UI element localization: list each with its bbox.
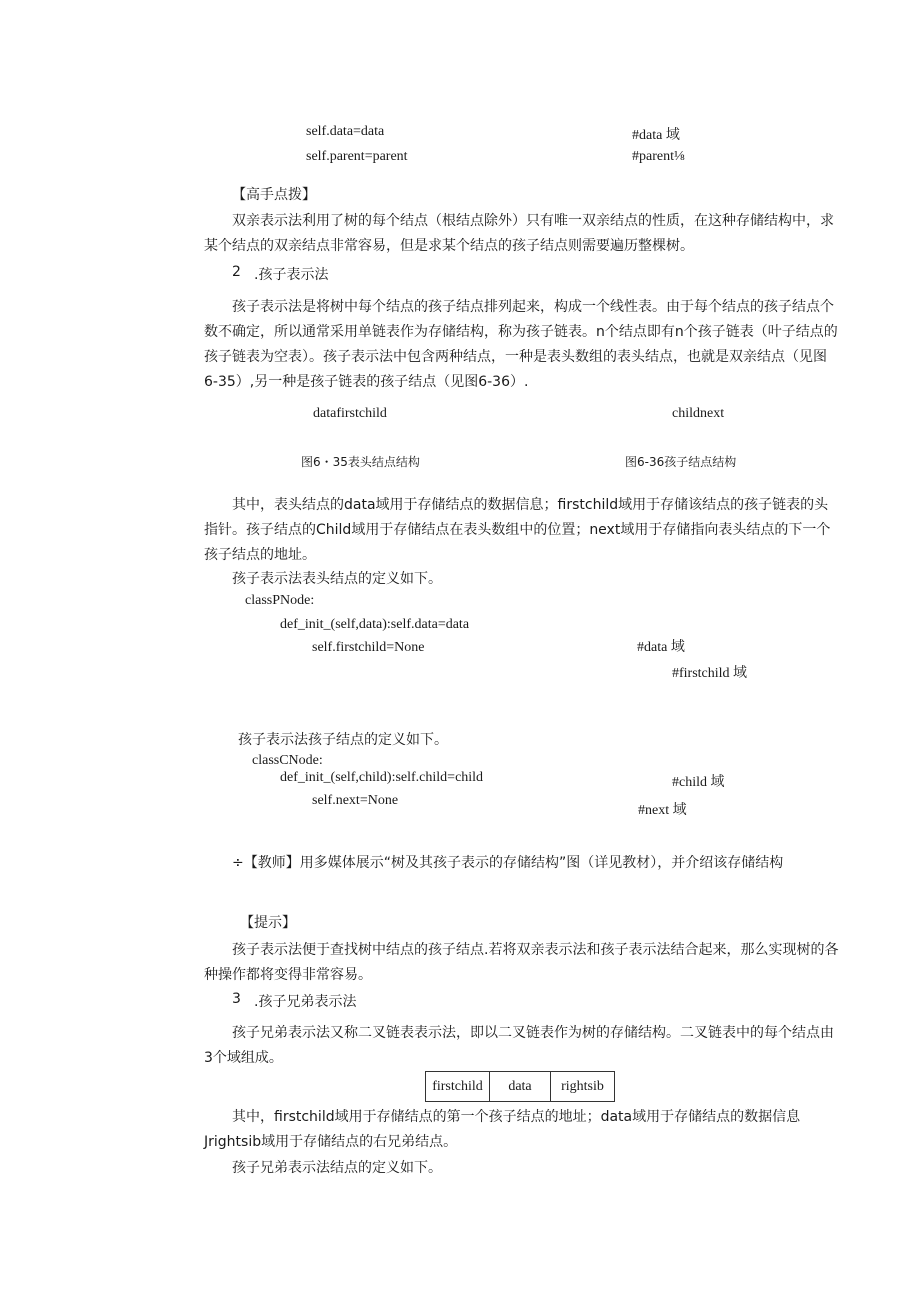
section-number-2: 2 <box>232 264 241 280</box>
paragraph-child-sibling-definition-intro: 孩子兄弟表示法结点的定义如下。 <box>232 1160 442 1176</box>
teacher-note: ÷【教师】用多媒体展示“树及其孩子表示的存储结构”图（详见教材），并介绍该存储结构 <box>232 855 784 871</box>
code-class-pnode: classPNode: <box>245 593 315 608</box>
node-structure-row <box>426 1072 615 1102</box>
tip-heading-hint: 【提示】 <box>240 915 296 931</box>
code-def-init-pnode: def_init_(self,data):self.data=data <box>280 617 470 632</box>
field-data: data <box>490 1072 551 1102</box>
code-comment-data: #data 域 <box>632 128 680 143</box>
field-firstchild: firstchild <box>426 1072 490 1102</box>
figure-child-node-fields: childnext <box>672 406 725 421</box>
section-title-child-sibling: .孩子兄弟表示法 <box>254 994 357 1010</box>
section-title-child-representation: .孩子表示法 <box>254 267 329 283</box>
code-class-cnode: classCNode: <box>252 753 323 768</box>
node-structure-table <box>425 1071 615 1102</box>
tip-heading-expert: 【高手点拨】 <box>232 187 316 203</box>
code-line-next: self.next=None <box>312 793 399 808</box>
code-line-self-parent: self.parent=parent <box>306 149 408 164</box>
field-rightsib: rightsib <box>551 1072 615 1102</box>
code-comment-pnode-data: #data 域 <box>637 640 685 655</box>
code-comment-child: #child 域 <box>672 775 725 790</box>
figure-head-node-fields: datafirstchild <box>313 406 387 421</box>
code-comment-next: #next 域 <box>638 803 687 818</box>
figure-caption-6-35: 图6・35表头结点结构 <box>301 455 420 469</box>
code-line-self-data: self.data=data <box>306 124 385 139</box>
code-def-init-cnode: def_init_(self,child):self.child=child <box>280 770 484 785</box>
section-paragraph-child-sibling: 孩子兄弟表示法又称二叉链表表示法，即以二叉链表作为树的存储结构。二叉链表中的每个结点由3个域组成。 <box>204 1025 834 1066</box>
section-number-3: 3 <box>232 991 241 1007</box>
section-paragraph-child-representation: 孩子表示法是将树中每个结点的孩子结点排列起来，构成一个线性表。由于每个结点的孩子结点个数不确定，所以通常采用单链表作为存储结构，称为孩子链表。n个结点即有n个孩子链表（叶子结点的孩子链表为空表）。孩子表示法中包含两种结点，一种是表头数组的表头结点，也就是双亲结点（见图6-35）,另一种是孩子链表的孩子结点（见图6-36）. <box>204 299 838 390</box>
tip-paragraph-parent-representation: 双亲表示法利用了树的每个结点（根结点除外）只有唯一双亲结点的性质，在这种存储结构中，求某个结点的双亲结点非常容易，但是求某个结点的孩子结点则需要遍历整棵树。 <box>204 213 834 254</box>
code-comment-firstchild: #firstchild 域 <box>672 666 748 681</box>
tip-paragraph-hint: 孩子表示法便于查找树中结点的孩子结点.若将双亲表示法和孩子表示法结合起来，那么实现树的各种操作都将变得非常容易。 <box>204 942 839 983</box>
figure-caption-6-36: 图6-36孩子结点结构 <box>625 455 737 469</box>
code-comment-parent: #parent⅛ <box>632 149 685 164</box>
code-line-firstchild: self.firstchild=None <box>312 640 425 655</box>
paragraph-child-sibling-explanation: 其中，firstchild域用于存储结点的第一个孩子结点的地址；data域用于存储结点的数据信息Jrightsib域用于存储结点的右兄弟结点。 <box>204 1109 801 1150</box>
paragraph-head-node-definition-intro: 孩子表示法表头结点的定义如下。 <box>232 571 442 587</box>
paragraph-child-node-definition-intro: 孩子表示法孩子结点的定义如下。 <box>238 732 448 748</box>
paragraph-field-explanation: 其中，表头结点的data域用于存储结点的数据信息；firstchild域用于存储该结点的孩子链表的头指针。孩子结点的Child域用于存储结点在表头数组中的位置；next域用于存储指向表头结点的下一个孩子结点的地址。 <box>204 497 831 563</box>
